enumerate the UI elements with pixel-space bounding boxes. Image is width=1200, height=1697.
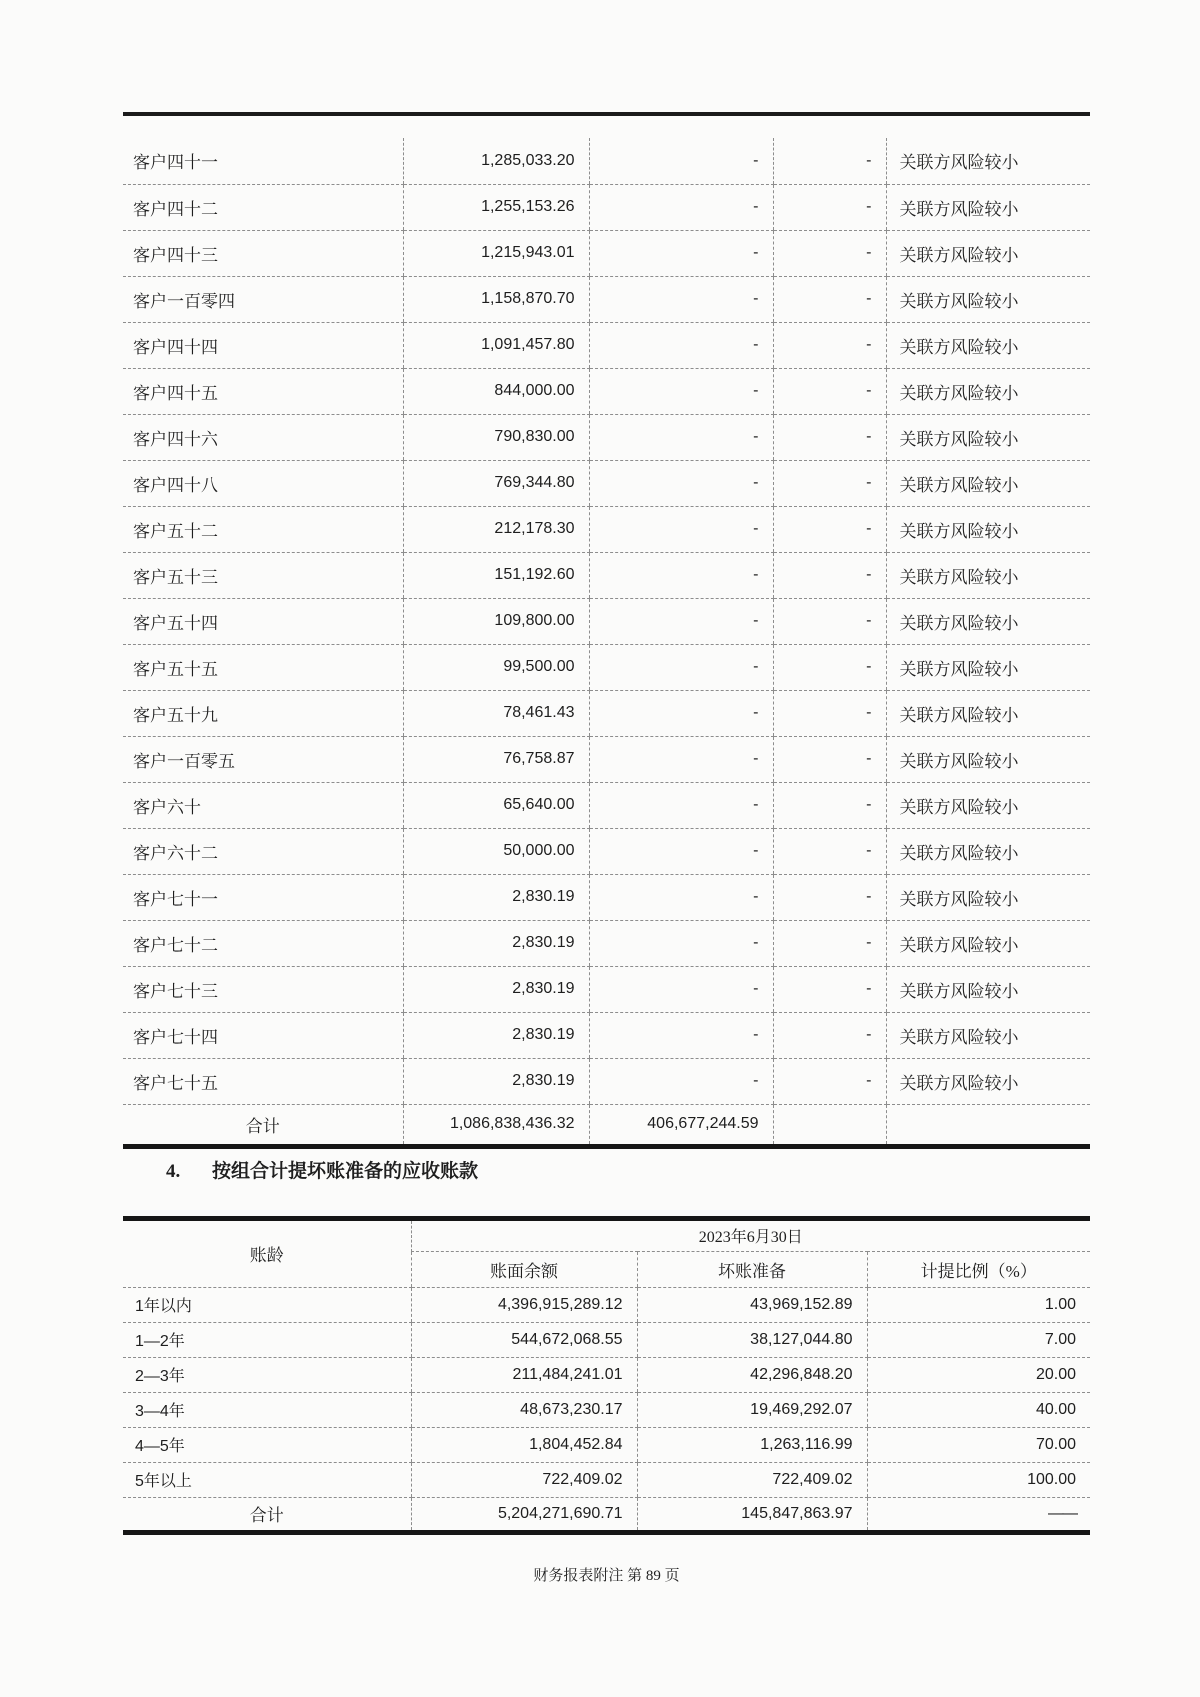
customer-name: 客户七十三 (123, 966, 403, 1012)
provision-dash: - (589, 598, 773, 644)
ratio-dash: - (773, 322, 886, 368)
total-balance: 5,204,271,690.71 (411, 1497, 637, 1532)
provision-dash: - (589, 506, 773, 552)
balance-value: 844,000.00 (403, 368, 589, 414)
table-row (123, 920, 1090, 966)
balance-value: 211,484,241.01 (411, 1357, 637, 1392)
aging-label: 3—4年 (123, 1392, 411, 1427)
table-row (123, 598, 1090, 644)
balance-value: 722,409.02 (411, 1462, 637, 1497)
provision-dash: - (589, 690, 773, 736)
aging-label: 5年以上 (123, 1462, 411, 1497)
ratio-value: 20.00 (867, 1357, 1090, 1392)
total-row (123, 1497, 1090, 1532)
ratio-dash: - (773, 782, 886, 828)
table-row (123, 1322, 1090, 1357)
table-row (123, 506, 1090, 552)
empty-cell (886, 1104, 1090, 1146)
balance-value: 76,758.87 (403, 736, 589, 782)
provision-dash: - (589, 460, 773, 506)
note-cell: 关联方风险较小 (886, 782, 1090, 828)
note-cell: 关联方风险较小 (886, 552, 1090, 598)
provision-value: 38,127,044.80 (637, 1322, 867, 1357)
table-row (123, 184, 1090, 230)
total-row (123, 1104, 1090, 1146)
balance-value: 790,830.00 (403, 414, 589, 460)
balance-value: 2,830.19 (403, 874, 589, 920)
customer-name: 客户四十一 (123, 138, 403, 184)
provision-dash: - (589, 368, 773, 414)
note-cell: 关联方风险较小 (886, 138, 1090, 184)
note-cell: 关联方风险较小 (886, 460, 1090, 506)
page-footer: 财务报表附注 第 89 页 (533, 1567, 680, 1584)
table-row (123, 644, 1090, 690)
table-row (123, 1357, 1090, 1392)
customer-name: 客户四十五 (123, 368, 403, 414)
balance-value: 78,461.43 (403, 690, 589, 736)
ratio-value: 70.00 (867, 1427, 1090, 1462)
customer-name: 客户五十二 (123, 506, 403, 552)
aging-label: 2—3年 (123, 1357, 411, 1392)
balance-value: 1,215,943.01 (403, 230, 589, 276)
customer-name: 客户四十二 (123, 184, 403, 230)
ratio-dash: - (773, 828, 886, 874)
customer-name: 客户一百零四 (123, 276, 403, 322)
total-label: 合计 (123, 1497, 411, 1532)
table-row (123, 1012, 1090, 1058)
customer-name: 客户五十四 (123, 598, 403, 644)
date-header: 2023年6月30日 (411, 1218, 1090, 1251)
balance-value: 2,830.19 (403, 1058, 589, 1104)
note-cell: 关联方风险较小 (886, 414, 1090, 460)
table-row (123, 230, 1090, 276)
header-row-date (123, 1218, 1090, 1251)
customer-name: 客户五十五 (123, 644, 403, 690)
table-row (123, 460, 1090, 506)
balance-column-header: 账面余额 (411, 1251, 637, 1287)
provision-dash: - (589, 966, 773, 1012)
balance-value: 4,396,915,289.12 (411, 1287, 637, 1322)
provision-value: 1,263,116.99 (637, 1427, 867, 1462)
customer-name: 客户五十九 (123, 690, 403, 736)
table-row (123, 1058, 1090, 1104)
ratio-dash: - (773, 460, 886, 506)
ratio-dash: - (773, 414, 886, 460)
ratio-dash: - (773, 736, 886, 782)
customer-name: 客户七十五 (123, 1058, 403, 1104)
table-row (123, 1392, 1090, 1427)
page-content (123, 112, 1090, 1591)
aging-provision-table (123, 1216, 1090, 1535)
provision-value: 43,969,152.89 (637, 1287, 867, 1322)
table-row (123, 276, 1090, 322)
total-balance: 1,086,838,436.32 (403, 1104, 589, 1146)
ratio-dash: - (773, 506, 886, 552)
provision-dash: - (589, 552, 773, 598)
customer-name: 客户四十四 (123, 322, 403, 368)
balance-value: 151,192.60 (403, 552, 589, 598)
note-cell: 关联方风险较小 (886, 184, 1090, 230)
ratio-value: 1.00 (867, 1287, 1090, 1322)
note-cell: 关联方风险较小 (886, 736, 1090, 782)
provision-dash: - (589, 414, 773, 460)
table-row (123, 1427, 1090, 1462)
balance-value: 1,091,457.80 (403, 322, 589, 368)
provision-dash: - (589, 1058, 773, 1104)
note-cell: 关联方风险较小 (886, 1058, 1090, 1104)
provision-dash: - (589, 322, 773, 368)
provision-dash: - (589, 644, 773, 690)
customer-name: 客户七十二 (123, 920, 403, 966)
ratio-value: 7.00 (867, 1322, 1090, 1357)
table-row (123, 1462, 1090, 1497)
customer-name: 客户五十三 (123, 552, 403, 598)
balance-value: 544,672,068.55 (411, 1322, 637, 1357)
ratio-dash: - (773, 690, 886, 736)
ratio-dash: - (773, 276, 886, 322)
section-heading (123, 1157, 1090, 1187)
balance-value: 99,500.00 (403, 644, 589, 690)
table-row (123, 368, 1090, 414)
customer-name: 客户六十 (123, 782, 403, 828)
note-cell: 关联方风险较小 (886, 276, 1090, 322)
table-row (123, 552, 1090, 598)
provision-value: 722,409.02 (637, 1462, 867, 1497)
aging-label: 1年以内 (123, 1287, 411, 1322)
table-row (123, 966, 1090, 1012)
aging-label: 1—2年 (123, 1322, 411, 1357)
provision-dash: - (589, 736, 773, 782)
balance-value: 2,830.19 (403, 1012, 589, 1058)
provision-dash: - (589, 138, 773, 184)
section-title-text: 按组合计提坏账准备的应收账款 (212, 1160, 479, 1182)
note-cell: 关联方风险较小 (886, 230, 1090, 276)
table-row (123, 736, 1090, 782)
note-cell: 关联方风险较小 (886, 1012, 1090, 1058)
total-provision: 406,677,244.59 (589, 1104, 773, 1146)
total-label: 合计 (123, 1104, 403, 1146)
related-party-receivables-table (123, 138, 1090, 1149)
note-cell: 关联方风险较小 (886, 322, 1090, 368)
note-cell: 关联方风险较小 (886, 368, 1090, 414)
note-cell: 关联方风险较小 (886, 874, 1090, 920)
table-row (123, 138, 1090, 184)
page-top-rule (123, 112, 1090, 116)
balance-value: 1,158,870.70 (403, 276, 589, 322)
provision-dash: - (589, 920, 773, 966)
empty-cell (773, 1104, 886, 1146)
table-row (123, 828, 1090, 874)
ratio-value: 40.00 (867, 1392, 1090, 1427)
total-provision: 145,847,863.97 (637, 1497, 867, 1532)
provision-dash: - (589, 230, 773, 276)
ratio-dash: - (773, 552, 886, 598)
note-cell: 关联方风险较小 (886, 828, 1090, 874)
table-row (123, 874, 1090, 920)
provision-dash: - (589, 828, 773, 874)
provision-value: 19,469,292.07 (637, 1392, 867, 1427)
ratio-dash: - (773, 644, 886, 690)
customer-name: 客户一百零五 (123, 736, 403, 782)
table-row (123, 414, 1090, 460)
ratio-dash: - (773, 138, 886, 184)
balance-value: 65,640.00 (403, 782, 589, 828)
note-cell: 关联方风险较小 (886, 506, 1090, 552)
customer-name: 客户七十一 (123, 874, 403, 920)
balance-value: 1,804,452.84 (411, 1427, 637, 1462)
provision-dash: - (589, 782, 773, 828)
provision-dash: - (589, 184, 773, 230)
ratio-column-header: 计提比例（%） (867, 1251, 1090, 1287)
table-row (123, 322, 1090, 368)
balance-value: 212,178.30 (403, 506, 589, 552)
provision-dash: - (589, 1012, 773, 1058)
table-row (123, 782, 1090, 828)
ratio-dash: - (773, 230, 886, 276)
section-number: 4. (166, 1160, 181, 1182)
ratio-dash: - (773, 966, 886, 1012)
balance-value: 1,285,033.20 (403, 138, 589, 184)
provision-value: 42,296,848.20 (637, 1357, 867, 1392)
balance-value: 2,830.19 (403, 966, 589, 1012)
ratio-value: 100.00 (867, 1462, 1090, 1497)
balance-value: 50,000.00 (403, 828, 589, 874)
note-cell: 关联方风险较小 (886, 920, 1090, 966)
aging-column-header: 账龄 (123, 1218, 411, 1287)
provision-dash: - (589, 276, 773, 322)
customer-name: 客户四十六 (123, 414, 403, 460)
ratio-dash: - (773, 1058, 886, 1104)
customer-name: 客户四十三 (123, 230, 403, 276)
ratio-dash: - (773, 1012, 886, 1058)
note-cell: 关联方风险较小 (886, 644, 1090, 690)
balance-value: 769,344.80 (403, 460, 589, 506)
note-cell: 关联方风险较小 (886, 966, 1090, 1012)
balance-value: 1,255,153.26 (403, 184, 589, 230)
customer-name: 客户七十四 (123, 1012, 403, 1058)
provision-column-header: 坏账准备 (637, 1251, 867, 1287)
aging-label: 4—5年 (123, 1427, 411, 1462)
ratio-dash: - (773, 874, 886, 920)
ratio-dash: - (773, 920, 886, 966)
table-row (123, 1287, 1090, 1322)
total-ratio-dash: —— (867, 1497, 1090, 1532)
ratio-dash: - (773, 598, 886, 644)
ratio-dash: - (773, 184, 886, 230)
note-cell: 关联方风险较小 (886, 690, 1090, 736)
provision-dash: - (589, 874, 773, 920)
note-cell: 关联方风险较小 (886, 598, 1090, 644)
balance-value: 48,673,230.17 (411, 1392, 637, 1427)
customer-name: 客户四十八 (123, 460, 403, 506)
balance-value: 109,800.00 (403, 598, 589, 644)
customer-name: 客户六十二 (123, 828, 403, 874)
table-row (123, 690, 1090, 736)
balance-value: 2,830.19 (403, 920, 589, 966)
ratio-dash: - (773, 368, 886, 414)
